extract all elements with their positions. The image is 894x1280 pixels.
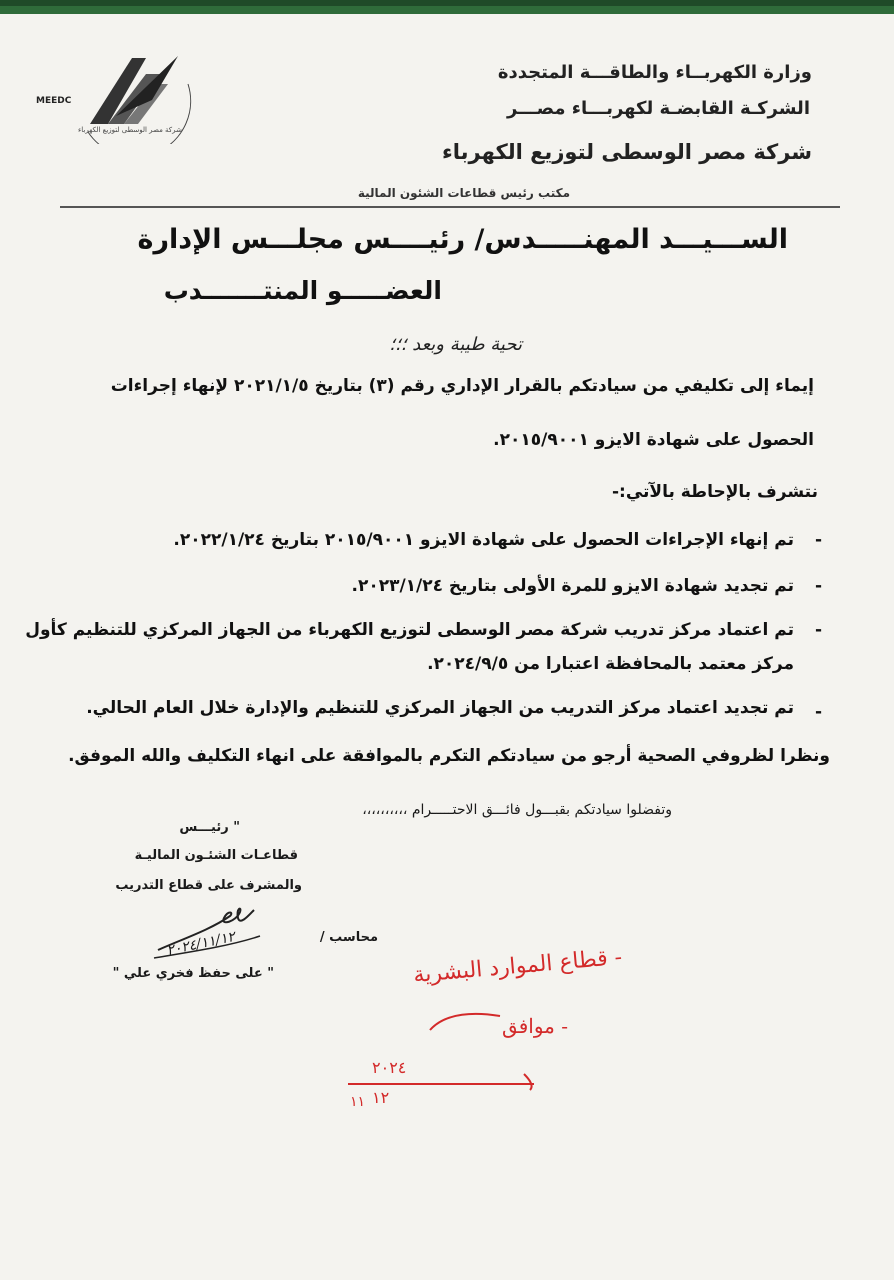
signatory-name: " على حفظ فخري علي " bbox=[112, 966, 274, 981]
addressee-line1: الســـيـــد المهنـــــدس/ رئيــــس مجلـــس الإدارة bbox=[137, 224, 788, 255]
bullet-4: تم تجديد اعتماد مركز التدريب من الجهاز المركزي للتنظيم والإدارة خلال العام الحالي. bbox=[86, 698, 794, 718]
handwritten-year: ٢٠٢٤ bbox=[372, 1058, 407, 1077]
signature-date: ٢٠٢٤/١١/١٢ bbox=[165, 928, 237, 960]
intro-line1: إيماء إلى تكليفي من سيادتكم بالقرار الإداري رقم (٣) بتاريخ ٢٠٢١/١/٥ لإنهاء إجراءات bbox=[110, 376, 814, 396]
bullet-dash-4: - bbox=[814, 702, 822, 722]
header-divider bbox=[60, 206, 840, 208]
office-name: مكتب رئيس قطاعات الشئون المالية bbox=[357, 186, 570, 200]
honor-line: نتشرف بالإحاطة بالآتي:- bbox=[611, 482, 818, 502]
handwritten-stroke bbox=[426, 1008, 506, 1038]
logo-text: MEEDC bbox=[36, 96, 72, 106]
signatory-line3: والمشرف على قطاع التدريب bbox=[115, 878, 302, 893]
bullet-dash-1: - bbox=[814, 530, 822, 550]
handwritten-approved: - موافق bbox=[502, 1014, 568, 1038]
ministry-name: وزارة الكهربــاء والطاقـــة المتجددة bbox=[497, 62, 812, 83]
bullet-1: تم إنهاء الإجراءات الحصول على شهادة الايزو ٢٠١٥/٩٠٠١ بتاريخ ٢٠٢٢/١/٢٤. bbox=[173, 530, 794, 550]
handwritten-hr-note: - قطاع الموارد البشرية bbox=[411, 944, 623, 989]
accountant-label: محاسب / bbox=[319, 930, 378, 945]
top-dark-strip bbox=[0, 0, 894, 6]
greeting: تحية طيبة وبعد ؛؛؛ bbox=[389, 334, 522, 355]
handwritten-day: ١٢ bbox=[372, 1088, 390, 1107]
handwritten-month: ١١ bbox=[350, 1094, 366, 1110]
intro-line2: الحصول على شهادة الايزو ٢٠١٥/٩٠٠١. bbox=[493, 430, 814, 450]
company-name: شركة مصر الوسطى لتوزيع الكهرباء bbox=[442, 140, 812, 164]
bullet-2: تم تجديد شهادة الايزو للمرة الأولى بتاريخ ٢٠٢٣/١/٢٤. bbox=[351, 576, 794, 596]
company-logo bbox=[28, 44, 198, 144]
holding-company-name: الشركـة القابضـة لكهربـــاء مصـــر bbox=[506, 98, 810, 119]
addressee-line2: العضـــــو المنتـــــــدب bbox=[163, 276, 442, 305]
bullet-3-line1: تم اعتماد مركز تدريب شركة مصر الوسطى لتوزيع الكهرباء من الجهاز المركزي للتنظيم كأول bbox=[25, 620, 794, 640]
logo-arc-text: شركة مصر الوسطى لتوزيع الكهرباء bbox=[78, 126, 182, 134]
signatory-line2: قطاعـات الشئـون الماليـة bbox=[134, 848, 298, 863]
bullet-dash-3: - bbox=[814, 620, 822, 640]
signatory-title: " رئيـــس bbox=[179, 820, 240, 835]
bullet-dash-2: - bbox=[814, 576, 822, 596]
regards-line: وتفضلوا سيادتكم بقبـــول فائـــق الاحتـــــرام ،،،،،،،،،، bbox=[362, 802, 672, 818]
bullet-3-line2: مركز معتمد بالمحافظة اعتبارا من ٢٠٢٤/٩/٥. bbox=[427, 654, 794, 674]
closing-line: ونظرا لظروفي الصحية أرجو من سيادتكم التكرم بالموافقة على انهاء التكليف والله الموفق. bbox=[68, 746, 830, 766]
